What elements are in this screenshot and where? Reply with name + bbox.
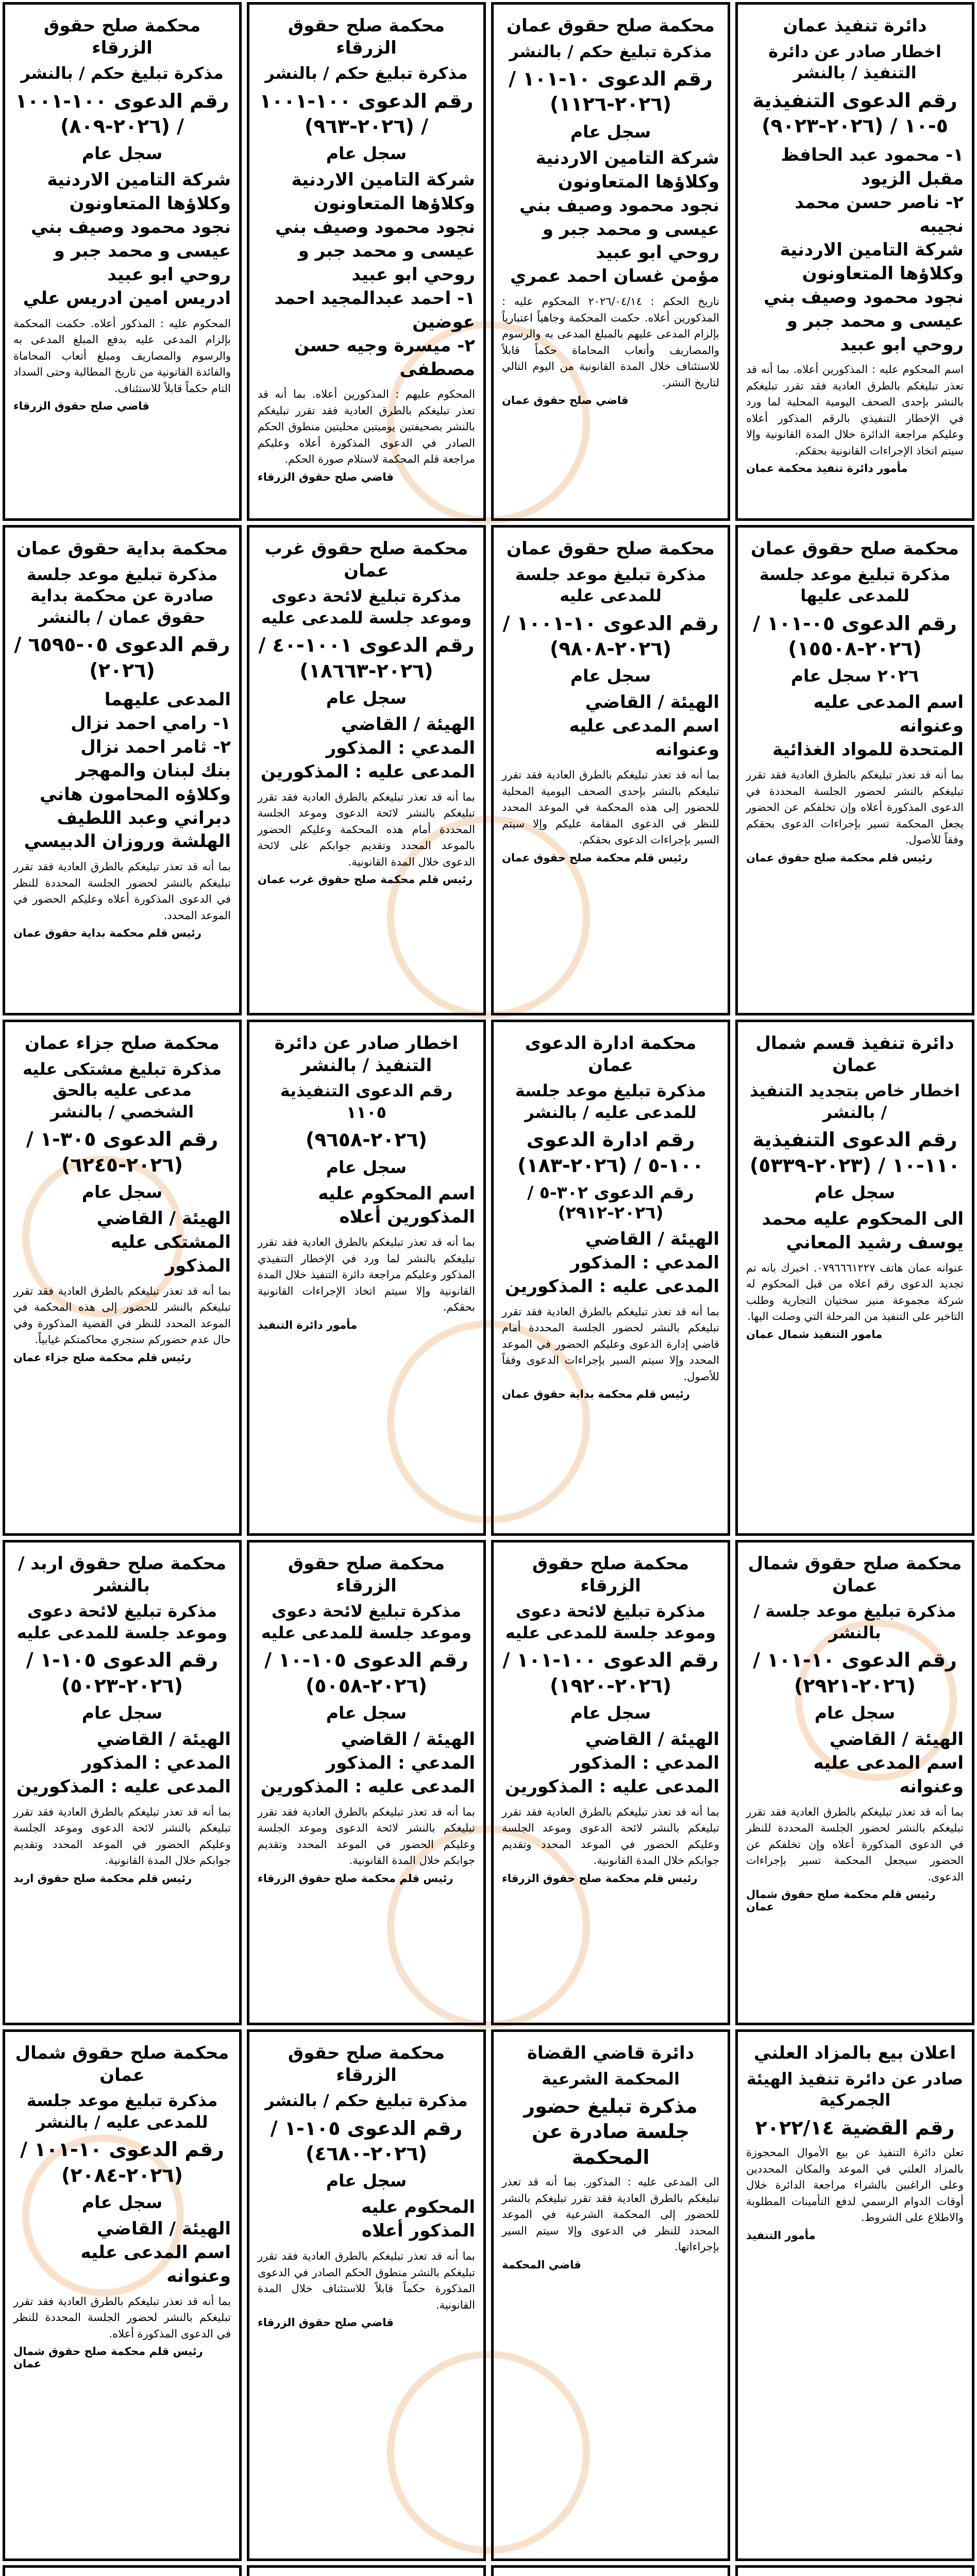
notice-parties: الهيئة / القاضي المدعي : المذكور المدعى عليه : المذكورين [16,1728,231,1797]
court-notice [735,525,974,1015]
court-notice [735,1020,974,1536]
notice-register: سجل عام [814,1702,896,1723]
notice-title: مذكرة تبليغ موعد جلسة للمدعى عليه [515,564,706,606]
notice-case-number: رقم الدعوى ١٠-١٠٠١ / (٢٠٢٦-٩٨٠٨) [502,612,719,660]
court-notice [735,2565,974,2576]
notice-parties: ١- محمود عبد الحافظ مقبل الزيود ٢- ناصر حسن محمد نجيبه شركة التامين الاردنية وكلاؤها المتعاونون نجود محمود وصيف بني عيسى و محمد جبر و روحي ابو عبيد [763,145,964,355]
notice-court: محكمة صلح حقوق الزرقاء [43,15,201,58]
notice-body: بما أنه قد تعذر تبليغكم بالطرق العادية فقد تقرر تبليغكم بالنشر لحضور الجلسة المحددة في الدعوى المذكورة أعلاه وإن تخلفكم عن الحضور يجعل المحكمة تسير بإجراءات الدعوى بحقكم وفقاً للأصول. [746,769,964,846]
notice-register: سجل عام [326,1702,407,1723]
court-notice [247,2,486,521]
notice-title: مذكرة تبليغ مشتكى عليه مدعى عليه بالحق الشخصي / بالنشر [23,1059,222,1122]
court-notice [247,1540,486,2025]
notice-register: سجل عام [570,121,651,142]
notice-court: محكمة صلح حقوق شمال عمان [15,2043,229,2086]
notice-title: مذكرة تبليغ حكم / بالنشر [265,2091,468,2110]
notice-title: مذكرة تبليغ لائحة دعوى وموعد جلسة للمدعى عليه [16,1601,228,1642]
notice-court: محكمة صلح حقوق عمان [751,538,959,559]
notice-case-number: رقم الدعوى ١٠-١٠١ / (٢٠٢٦-١١٢٦) [509,67,713,116]
notice-court: محكمة صلح حقوق عمان [507,538,715,559]
notice-signature: رئيس قلم محكمة صلح حقوق الزرقاء [502,1872,698,1885]
notice-court: محكمة صلح حقوق شمال عمان [748,1553,962,1596]
notice-register: سجل عام [81,1702,163,1723]
notice-signature: رئيس قلم محكمة صلح حقوق الزرقاء [258,1872,453,1885]
notice-register: سجل عام [814,1182,896,1202]
notice-case-number: رقم ادارة الدعوى ١٠٠-٥ / (٢٠٢٦-١٨٣) [517,1128,704,1177]
notice-case-number: رقم الدعوى التنفيذية ٥-١٠ / (٢٠٢٦-٩٠٢٣) [752,89,957,138]
notice-parties: الهيئة / القاضي المدعي : المذكور المدعى عليه : المذكورين [504,1228,719,1297]
notice-court: اخطار صادر عن دائرة التنفيذ / بالنشر [274,1033,459,1076]
notice-case-number: رقم الدعوى ١٠٥-١ / (٢٠٢٦-٤٦٨٠) [270,2116,463,2165]
notice-register: سجل عام [326,1157,407,1177]
court-notice [3,1020,242,1536]
notice-parties: الهيئة / القاضي اسم المدعى عليه وعنوانه [80,2218,231,2286]
notice-body: بما أنه قد تعذر تبليغكم بالطرق العادية فقد تقرر تبليغكم بالنشر منطوق الحكم الصادر في الدعوى المذكورة حكماً قابلاً للاستئناف خلال المدة القانونية. [258,2250,475,2311]
notice-case-number: رقم الدعوى ١٠-١٠١ / (٢٠٢٦-٢٩٢١) [753,1649,957,1697]
notice-case-number: مذكرة تبليغ حضور جلسة صادرة عن المحكمة [524,2095,698,2168]
court-notice [247,525,486,1015]
notice-register: سجل عام [81,1182,163,1202]
notice-case-number: رقم الدعوى التنفيذية ١١٠-١٠ / (٢٠٢٣-٥٣٣٩) [749,1128,961,1177]
notice-signature: قاضي المحكمة [502,2258,581,2271]
notice-title: مذكرة تبليغ موعد جلسة للمدعى عليه / بالنشر [26,2091,218,2132]
notice-title: اخطار صادر عن دائرة التنفيذ / بالنشر [768,41,941,83]
notice-parties: الهيئة / القاضي المدعي : المذكور المدعى عليه : المذكورين [504,1728,719,1797]
notice-register: سجل عام [326,2171,407,2191]
notice-parties: شركة التامين الاردنية وكلاؤها المتعاونون نجود محمود وصيف بني عيسى و محمد جبر و روحي ابو عبيد ادريس امين ادريس علي [23,170,231,309]
notice-case-number: رقم الدعوى ١٠٥-١ / (٢٠٢٦-٥٠٢٣) [26,1649,218,1697]
notice-body: بما أنه قد تعذر تبليغكم بالطرق العادية فقد تقرر تبليغكم بالنشر بإحدى الصحف اليومية المحلية للحضور إلى هذه المحكمة في الموعد المحدد للنظر في الدعوى المقامة عليكم وإلا سيتم السير بإجراءات الدعوى بحقكم. [502,769,719,846]
notice-parties: الهيئة / القاضي اسم المدعى عليه وعنوانه [569,692,719,760]
notice-signature: مأمور التنفيذ [746,2229,816,2242]
notice-case-number: رقم الدعوى ٠٥-٦٥٩٥ / (٢٠٢٦) [14,633,230,682]
notice-court: اعلان بيع بالمزاد العلني [753,2043,956,2063]
notice-body: بما أنه قد تعذر تبليغكم بالطرق العادية فقد تقرر تبليغكم بالنشر لحضور الجلسة المحددة للنظر في الدعوى المذكورة أعلاه. [13,2295,231,2340]
notice-title: مذكرة تبليغ موعد جلسة صادرة عن محكمة بداية حقوق عمان / بالنشر [26,564,218,627]
notice-court: محكمة صلح حقوق غرب عمان [264,538,468,581]
notice-court: محكمة بداية حقوق عمان [16,538,228,559]
court-notice [3,525,242,1015]
notice-case-number: رقم الدعوى ١٠٠١-٤٠ / (٢٠٢٦-١٨٦٦٣) [258,634,475,682]
notice-case-number: رقم الدعوى ١٠٥-١٠ / (٢٠٢٦-٥٠٥٨) [264,1649,468,1697]
notice-title: صادر عن دائرة تنفيذ الهيئة الجمركية [746,2069,964,2110]
notice-court: محكمة صلح جزاء عمان [25,1033,220,1054]
notice-case-number: رقم الدعوى ١٠-١٠١ / (٢٠٢٦-٢٠٨٤) [20,2138,224,2187]
notice-parties: اسم المحكوم عليه المذكورين أعلاه [318,1183,475,1228]
notice-court: دائرة تنفيذ عمان [783,15,927,36]
notice-signature: مأمور دائرة تنفيذ محكمة عمان [746,462,908,475]
notice-parties: الهيئة / القاضي المشتكى عليه المذكور [96,1208,231,1276]
notice-court: محكمة ادارة الدعوى عمان [525,1033,697,1076]
court-notice [735,2,974,521]
notice-body: بما أنه قد تعذر تبليغكم بالطرق العادية فقد تقرر تبليغكم بالنشر لائحة الدعوى وموعد الجلسة وعليكم الحضور في الموعد المحدد وتقديم جوابكم خلال المدة القانونية. [502,1805,719,1867]
court-notice [491,2565,730,2576]
notice-body: بما أنه قد تعذر تبليغكم بالطرق العادية فقد تقرر تبليغكم بالنشر لائحة الدعوى وموعد الجلسة المحددة أمام هذه المحكمة وعليكم الحضور بالموعد المحدد وتقديم جوابكم على لائحة الدعوى خلال المدة القانونية. [258,790,475,868]
court-notice [3,2029,242,2561]
court-notice [735,1540,974,2025]
notice-body: بما أنه قد تعذر تبليغكم بالطرق العادية فقد تقرر تبليغكم بالنشر لحضور الجلسة المحددة للنظر في الدعوى المذكورة أعلاه وعليكم الحضور في الموعد المحدد. [13,860,231,922]
notice-parties: الهيئة / القاضي المدعي : المذكور المدعى عليه : المذكورين [260,1728,475,1797]
notice-signature: قاضي صلح حقوق الزرقاء [258,470,394,483]
notice-parties: اسم المدعى عليه وعنوانه المتحدة للمواد الغذائية [772,692,964,760]
court-notice [491,1020,730,1536]
court-notice [3,2,242,521]
court-notice [491,2,730,521]
notice-case-number: رقم الدعوى ١٠٠-١٠٠١ / (٢٠٢٦-٩٦٣) [259,89,474,138]
notice-title: رقم الدعوى التنفيذية ١١٠٥ [280,1081,453,1122]
notice-body: بما أنه قد تعذر تبليغكم بالطرق العادية فقد تقرر تبليغكم بالنشر لما ورد في الإخطار التنفيذي المذكور وعليكم مراجعة دائرة التنفيذ خلال المدة القانونية وإلا سيتم اتخاذ الإجراءات القانونية بحقكم. [258,1236,475,1314]
notice-register: سجل عام [326,143,407,164]
notice-court: محكمة صلح حقوق اربد / بالنشر [18,1553,227,1596]
court-notice [247,1020,486,1536]
notice-court: دائرة تنفيذ قسم شمال عمان [755,1033,954,1076]
notice-signature: رئيس قلم محكمة صلح حقوق اربد [13,1872,192,1885]
notice-body: بما أنه قد تعذر تبليغكم بالطرق العادية فقد تقرر تبليغكم بالنشر لحضور الجلسة المحددة للنظر في الدعوى المذكورة أعلاه وإن تخلفكم عن الحضور سيجعل المحكمة تسير بإجراءات الدعوى. [746,1805,964,1883]
notice-signature: رئيس قلم محكمة صلح حقوق غرب عمان [258,873,473,886]
notice-register: ٢٠٢٦ سجل عام [790,666,919,686]
notice-body: تعلن دائرة التنفيذ عن بيع الأموال المحجوزة بالمزاد العلني في الموعد والمكان المحددين وعلى الراغبين بالشراء مراجعة الدائرة خلال أوقات الدوام الرسمي لدفع التأمينات المطلوبة والاطلاع على الشروط. [746,2146,964,2224]
notice-title: مذكرة تبليغ موعد جلسة للمدعى عليه / بالنشر [515,1081,706,1122]
notice-title: مذكرة تبليغ لائحة دعوى وموعد جلسة للمدعى عليه [261,586,472,628]
notice-signature: مأمور دائرة التنفيذ [258,1318,358,1331]
notice-parties: شركة التامين الاردنية وكلاؤها المتعاونون نجود محمود وصيف بني عيسى و محمد جبر و روحي ابو عبيد ١- احمد عبدالمجيد احمد عوضين ٢- ميسرة وجيه حسن مصطفى [274,170,475,380]
notice-parties: الى المحكوم عليه محمد يوسف رشيد المعاني [762,1208,964,1253]
notice-signature: مامور التنفيذ شمال عمان [746,1328,883,1341]
court-notice [247,2565,486,2576]
notice-title: مذكرة تبليغ حكم / بالنشر [265,63,468,83]
notice-body: تاريخ الحكم : ٢٠٢٦/٠٤/١٤ المحكوم عليه : المذكورين أعلاه. حكمت المحكمة وجاهياً اعتبارياً بإلزام المدعى عليهم بالمبلغ المدعى به والرسوم والمصاريف وأتعاب المحاماة حكماً قابلاً للاستئناف خلال المدة القانونية من اليوم التالي لتاريخ النشر. [502,295,720,389]
notice-parties: المحكوم عليه المذكور أعلاه [361,2197,475,2242]
notice-signature: رئيس قلم محكمة بداية حقوق عمان [13,927,201,940]
notice-body: بما أنه قد تعذر تبليغكم بالطرق العادية فقد تقرر تبليغكم بالنشر للحضور إلى هذه المحكمة في الموعد المحدد للنظر في القضية المذكورة وفي حال عدم حضوركم ستجري محاكمتكم غيابياً. [13,1284,231,1346]
notice-body: عنوانه عمان هاتف ٠٧٩٦٦٦١٢٢٧. اخبرك بانه تم تجديد الدعوى رقم اعلاه من قبل المحكوم له شركة مجموعة منير سختيان التجارية وطلب التاخير على التنفيذ من المرحلة التي وصلت اليها. [746,1261,964,1323]
notice-title: مذكرة تبليغ لائحة دعوى وموعد جلسة للمدعى عليه [261,1601,472,1642]
notice-title: مذكرة تبليغ حكم / بالنشر [21,63,224,83]
notice-body: المحكوم عليهم : المذكورين أعلاه. بما أنه قد تعذر تبليغكم بالطرق العادية فقد تقرر تبليغكم بالنشر بصحيفتين يوميتين محليتين منطوق الحكم الصادر في الدعوى المذكورة أعلاه وعليكم مراجعة قلم المحكمة لاستلام صورة الحكم. [258,388,475,466]
notice-court: محكمة صلح حقوق الزرقاء [288,2043,445,2086]
court-notice [491,2029,730,2561]
notice-title: مذكرة تبليغ لائحة دعوى وموعد جلسة للمدعى عليه [505,1601,716,1642]
notice-case-number: رقم الدعوى ٠٥-١٠١ / (٢٠٢٦-١٥٥٠٨) [753,612,957,660]
notice-signature: رئيس قلم محكمة بداية حقوق عمان [502,1388,690,1401]
notice-register: سجل عام [570,1702,651,1723]
notice-body: بما أنه قد تعذر تبليغكم بالطرق العادية فقد تقرر تبليغكم بالنشر لائحة الدعوى وموعد الجلسة وعليكم الحضور في الموعد المحدد وتقديم جوابكم خلال المدة القانونية. [13,1805,231,1867]
notice-body: بما أنه قد تعذر تبليغكم بالطرق العادية فقد تقرر تبليغكم بالنشر لحضور الجلسة المحددة أمام قاضي إدارة الدعوى وعليكم الحضور في الموعد المحدد وإلا سيتم السير بإجراءات الدعوى وفقاً للأصول. [502,1305,719,1383]
notice-title: مذكرة تبليغ حكم / بالنشر [509,41,712,61]
notice-case-number: رقم الدعوى ١٠٠-١٠١ / (٢٠٢٦-١٩٢٠) [502,1649,719,1697]
notice-signature: رئيس قلم محكمة صلح جزاء عمان [13,1351,192,1364]
court-notice [491,1540,730,2025]
notice-court: محكمة صلح حقوق عمان [507,15,715,36]
notice-title: اخطار خاص بتجديد التنفيذ / بالنشر [750,1081,960,1122]
notice-signature: رئيس قلم محكمة صلح حقوق عمان [502,851,688,864]
notice-parties: شركة التامين الاردنية وكلاؤها المتعاونون نجود محمود وصيف بني عيسى و محمد جبر و روحي ابو عبيد مؤمن غسان احمد عمري [510,147,719,287]
notice-signature: قاضي صلح حقوق عمان [502,394,629,407]
notice-court: محكمة صلح حقوق الزرقاء [288,15,445,58]
notice-court: محكمة صلح حقوق الزرقاء [532,1553,689,1596]
notice-register: رقم الدعوى ٣٠٢-٥ / (٢٠٢٦-٢٩١٢) [527,1182,694,1223]
notice-case-number: (٢٠٢٦-٩٦٥٨) [305,1128,428,1151]
court-notice [3,1540,242,2025]
notice-body: اسم المحكوم عليه : المذكورين أعلاه. بما أنه قد تعذر تبليغكم بالطرق العادية فقد تقرر تبليغكم بالنشر بإحدى الصحف اليومية المحلية لما ورد في الإخطار التنفيذي بالرقم المذكور أعلاه وعليكم مراجعة الدائرة خلال المدة القانونية وإلا سيتم اتخاذ الإجراءات القانونية بحقكم. [746,363,964,457]
notice-title: مذكرة تبليغ موعد جلسة / بالنشر [753,1601,956,1642]
notice-signature: رئيس قلم محكمة صلح حقوق شمال عمان [13,2345,203,2370]
notice-register: سجل عام [570,666,651,686]
notice-court: دائرة قاضي القضاة [527,2043,695,2063]
court-notice [247,2029,486,2561]
notice-register: سجل عام [81,2192,163,2212]
notice-parties: الهيئة / القاضي اسم المدعى عليه وعنوانه [813,1728,964,1797]
notice-signature: قاضي صلح حقوق الزرقاء [258,2316,394,2329]
notice-title: مذكرة تبليغ موعد جلسة للمدعى عليها [759,564,951,606]
notice-parties: المدعى عليهما ١- رامي احمد نزال ٢- ثامر احمد نزال بنك لبنان والمهجر وكلاؤه المحامون هاني دبراني وعبد اللطيف الهلشة وروزان الدبيسي [24,689,231,852]
notice-case-number: رقم القضية ٢٠٢٢/١٤ [755,2116,955,2139]
court-notice [735,2029,974,2561]
notice-signature: قاضي صلح حقوق الزرقاء [13,400,149,413]
notice-title: المحكمة الشرعية [542,2069,680,2089]
notice-case-number: رقم الدعوى ١٠٠-١٠٠١ / (٢٠٢٦-٨٠٩) [15,89,229,138]
notice-case-number: رقم الدعوى ٣٠٥-١ / (٢٠٢٦-٦٢٤٥) [26,1128,218,1176]
notice-register: سجل عام [326,687,407,708]
notice-body: الى المدعى عليه : المذكور. بما أنه قد تعذر تبليغكم بالطرق العادية فقد تقرر تبليغكم بالنشر للحضور إلى المحكمة الشرعية في الموعد المحدد للنظر في الدعوى وإلا سيتم السير بإجراءاتها. [502,2176,719,2253]
court-notice [491,525,730,1015]
notice-signature: رئيس قلم محكمة صلح حقوق عمان [746,851,933,864]
notice-register: سجل عام [81,143,163,164]
notice-signature: رئيس قلم محكمة صلح حقوق شمال عمان [746,1888,936,1913]
notice-court: محكمة صلح حقوق الزرقاء [288,1553,445,1596]
notice-body: المحكوم عليه : المذكور أعلاه. حكمت المحكمة بإلزام المدعى عليه بدفع المبلغ المدعى به والرسوم والمصاريف ومبلغ أتعاب المحاماة والفائدة القانونية من تاريخ المطالبة وحتى السداد التام حكماً قابلاً للاستئناف. [13,317,231,395]
notice-body: بما أنه قد تعذر تبليغكم بالطرق العادية فقد تقرر تبليغكم بالنشر لائحة الدعوى وموعد الجلسة وعليكم الحضور في الموعد المحدد وتقديم جوابكم خلال المدة القانونية. [258,1805,475,1867]
notice-parties: الهيئة / القاضي المدعي : المذكور المدعى عليه : المذكورين [260,714,475,782]
court-notice [3,2565,242,2576]
